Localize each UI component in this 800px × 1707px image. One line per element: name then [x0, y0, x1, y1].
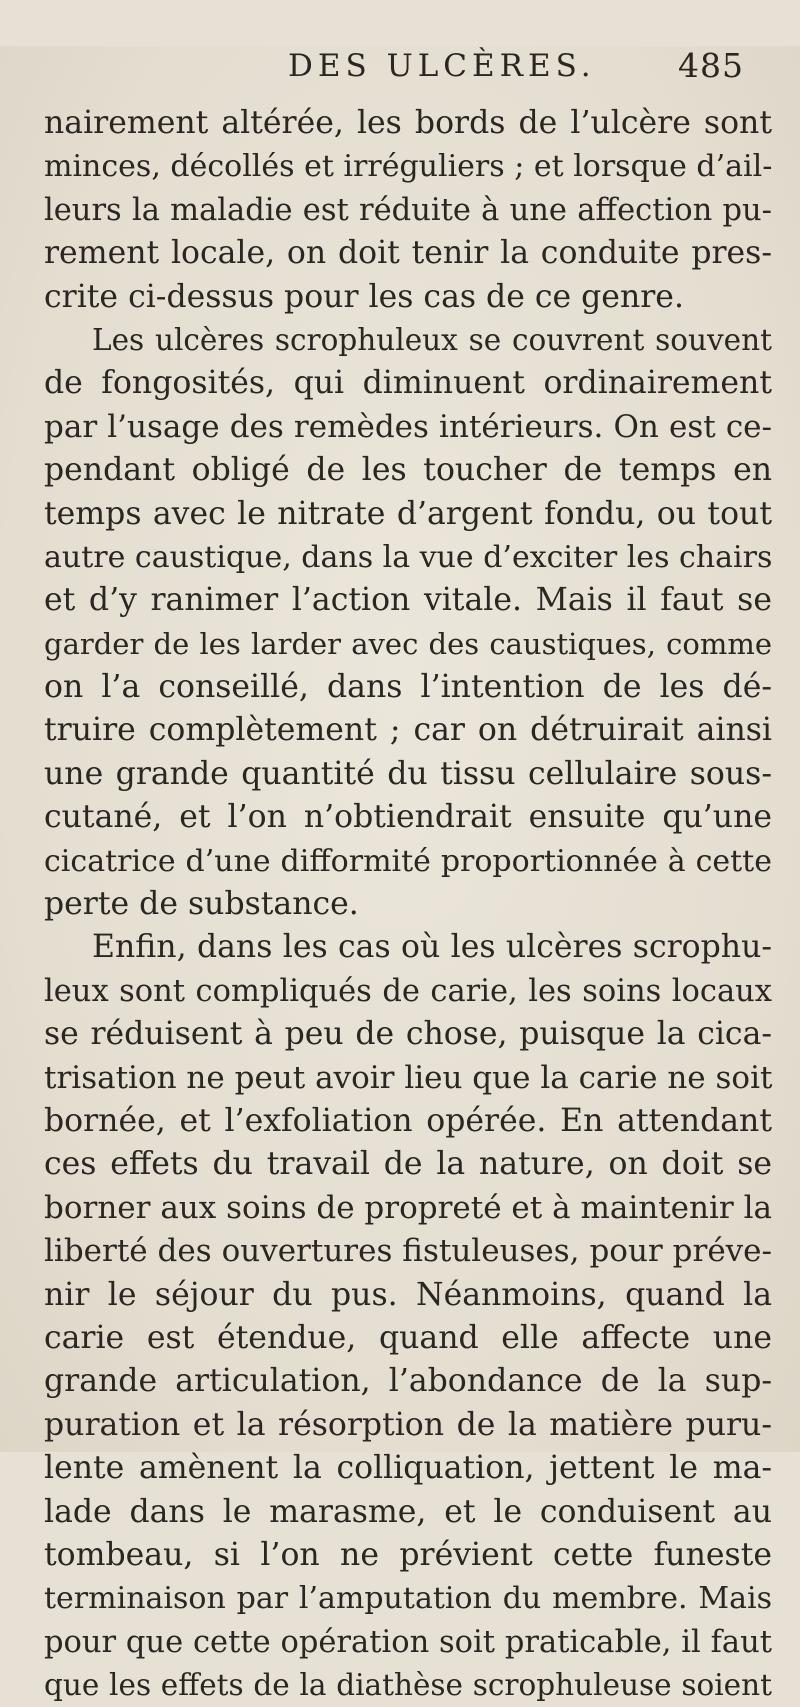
text-line: Les ulcères scrophuleux se couvrent souvent [92, 322, 772, 357]
text-line: et d’y ranimer l’action vitale. Mais il faut se [44, 582, 772, 619]
text-line: crite ci-dessus pour les cas de ce genre. [44, 278, 684, 315]
text-line: tombeau, si l’on ne prévient cette funeste [44, 1536, 772, 1573]
text-line: truire complètement ; car on détruirait ainsi [44, 712, 772, 749]
text-line: on l’a conseillé, dans l’intention de les dé- [44, 669, 772, 706]
text-line: borner aux soins de propreté et à maintenir la [44, 1189, 772, 1226]
text-line: puration et la résorption de la matière puru- [44, 1406, 772, 1443]
text-line: pendant obligé de les toucher de temps en [44, 452, 772, 489]
text-line: nir le séjour du pus. Néanmoins, quand la [44, 1276, 772, 1313]
text-line: cicatrice d’une difformité proportionnée à cette [44, 843, 772, 879]
text-line: cutané, et l’on n’obtiendrait ensuite qu’une [44, 799, 772, 836]
text-line: leurs la maladie est réduite à une affection pu- [44, 192, 772, 228]
text-line: perte de substance. [44, 886, 359, 923]
text-line: temps avec le nitrate d’argent fondu, ou tout [44, 495, 772, 532]
text-line: terminaison par l’amputation du membre. Mais [44, 1581, 772, 1617]
running-head [44, 46, 772, 96]
text-line: pour que cette opération soit praticable, il faut [44, 1624, 772, 1660]
text-line: liberté des ouvertures fistuleuses, pour préve- [44, 1233, 772, 1270]
page-number: 485 [678, 46, 744, 85]
text-line: minces, décollés et irréguliers ; et lorsque d’ail- [44, 149, 773, 185]
text-line: par l’usage des remèdes intérieurs. On est ce- [44, 408, 772, 445]
book-page [0, 46, 800, 1703]
text-line: une grande quantité du tissu cellulaire sous- [44, 755, 772, 792]
text-line: de fongosités, qui diminuent ordinairement [44, 365, 772, 402]
body-text [44, 102, 772, 1707]
text-line: nairement altérée, les bords de l’ulcère sont [44, 105, 772, 141]
text-line: trisation ne peut avoir lieu que la carie ne soit [44, 1059, 773, 1096]
text-line: Enfin, dans les cas où les ulcères scrophu- [92, 929, 772, 966]
text-line: bornée, et l’exfoliation opérée. En attendant [44, 1102, 772, 1139]
text-line: que les effets de la diathèse scrophuleuse soient [44, 1668, 772, 1703]
text-line: lente amènent la colliquation, jettent le ma- [44, 1450, 772, 1487]
text-line: ces effets du travail de la nature, on doit se [44, 1146, 772, 1183]
text-line: carie est étendue, quand elle affecte une [44, 1319, 772, 1356]
text-line: grande articulation, l’abondance de la sup- [44, 1363, 772, 1400]
text-line: garder de les larder avec des caustiques, comme [44, 626, 772, 661]
running-title: DES ULCÈRES. [288, 48, 596, 84]
text-line: lade dans le marasme, et le conduisent au [44, 1493, 772, 1530]
text-line: leux sont compliqués de carie, les soins locaux [44, 973, 772, 1009]
text-line: rement locale, on doit tenir la conduite pres- [44, 235, 772, 272]
text-line: autre caustique, dans la vue d’exciter les chairs [44, 539, 773, 575]
text-line: se réduisent à peu de chose, puisque la cica- [44, 1016, 772, 1053]
